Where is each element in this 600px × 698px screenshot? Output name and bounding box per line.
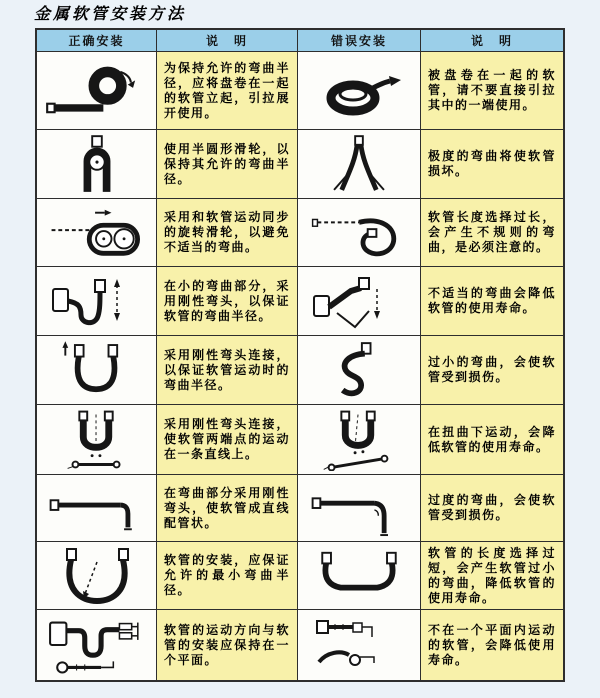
straight-run-rigid-elbow-icon [45,479,149,537]
correct-illustration-row7 [37,475,157,542]
too-short-flat-u-icon [307,547,411,605]
extreme-sharp-bend-icon [311,134,407,194]
correct-desc-row1 [157,52,298,130]
wrong-desc-row5 [421,336,563,405]
coil-upright-unrolled-icon [44,59,150,123]
installation-guide-table [35,28,565,682]
wrong-illustration-row2 [298,130,421,199]
wrong-desc-text: 被盘卷在一起的软管，请不要直接引拉其中的一端使用。 [428,68,556,112]
correct-desc-text: 为保持允许的弯曲半径，应将盘卷在一起的软管立起，引拉展开使用。 [164,60,290,120]
correct-illustration-row1 [37,52,157,130]
correct-illustration-row2 [37,130,157,199]
wrong-illustration-row3 [298,199,421,267]
wrong-illustration-row7 [298,475,421,542]
wrong-illustration-row9 [298,610,421,680]
wrong-illustration-row8 [298,542,421,610]
improper-bend-icon [309,271,409,331]
correct-illustration-row9 [37,610,157,680]
wrong-desc-row4 [421,267,563,336]
wrong-illustration-row1 [298,52,421,130]
correct-illustration-row6 [37,405,157,475]
correct-desc-row4 [157,267,298,336]
header-wrong-description: 说 明 [421,30,563,52]
wrong-desc-text: 过小的弯曲，会使软管受到损伤。 [428,355,556,384]
minimum-bend-radius-u-icon [47,546,147,606]
correct-desc-text: 使用半圆形滑轮，以保持其允许的弯曲半径。 [164,141,290,186]
correct-desc-row8 [157,542,298,610]
correct-desc-row5 [157,336,298,405]
correct-illustration-row3 [37,199,157,267]
wrong-illustration-row5 [298,336,421,405]
wrong-desc-text: 软管长度选择过长，会产生不规则的弯曲，是必须注意的。 [428,210,556,254]
rotating-pulleys-icon [44,204,150,262]
correct-desc-text: 软管的安装，应保证允许的最小弯曲半径。 [164,553,290,597]
single-plane-routing-icon [46,613,148,677]
semicircular-pulley-icon [49,134,145,194]
correct-desc-text: 采用刚性弯头连接，以保证软管运动时的弯曲半径。 [164,347,290,392]
wrong-illustration-row4 [298,267,421,336]
header-wrong-install: 错误安装 [298,30,421,52]
wrong-desc-row2 [421,130,563,199]
correct-desc-text: 采用和软管运动同步的旋转滑轮，以避免不适当的弯曲。 [164,210,290,254]
wrong-desc-row9 [421,610,563,680]
wrong-desc-row1 [421,52,563,130]
correct-illustration-row4 [37,267,157,336]
wrong-desc-text: 软管的长度选择过短，会产生软管过小的弯曲，降低软管的使用寿命。 [428,545,556,605]
correct-desc-text: 采用刚性弯头连接，使软管两端点的运动在一条直线上。 [164,417,290,461]
correct-desc-text: 在小的弯曲部分，采用刚性弯头，以保证软管的弯曲半径。 [164,278,290,323]
wrong-desc-text: 极度的弯曲将使软管损坏。 [428,149,556,178]
correct-desc-row2 [157,130,298,199]
twisted-motion-u-icon [310,409,408,471]
wrong-desc-text: 不在一个平面内运动的软管，会降低使用寿命。 [428,622,556,667]
wrong-desc-row8 [421,542,563,610]
page-title: 金属软管安装方法 [34,4,187,23]
wrong-desc-row6 [421,405,563,475]
rigid-elbow-u-connection-icon [49,340,145,400]
wrong-desc-row7 [421,475,563,542]
correct-desc-row3 [157,199,298,267]
wrong-desc-text: 在扭曲下运动，会降低软管的使用寿命。 [428,424,556,454]
inline-endpoints-u-icon [48,409,146,471]
correct-desc-text: 在弯曲部分采用刚性弯头，使软管成直线配管状。 [164,485,290,530]
header-correct-description: 说 明 [157,30,298,52]
wrong-desc-row3 [421,199,563,267]
correct-illustration-row5 [37,336,157,405]
correct-desc-row9 [157,610,298,680]
overlong-irregular-loop-icon [307,204,411,262]
excessive-bend-elbow-icon [307,479,411,537]
wrong-desc-text: 过度的弯曲，会使软管受到损伤。 [428,493,556,522]
correct-desc-row7 [157,475,298,542]
wrong-illustration-row6 [298,405,421,475]
multi-plane-motion-icon [309,614,409,676]
correct-illustration-row8 [37,542,157,610]
correct-desc-text: 软管的运动方向与软管的安装应保持在一个平面。 [164,622,290,667]
wrong-desc-text: 不适当的弯曲会降低软管的使用寿命。 [428,286,556,315]
rigid-elbow-small-bend-icon [47,271,147,331]
coil-flat-pulled-icon [309,60,409,122]
correct-desc-row6 [157,405,298,475]
header-correct-install: 正确安装 [37,30,157,52]
too-small-bend-icon [311,340,407,400]
